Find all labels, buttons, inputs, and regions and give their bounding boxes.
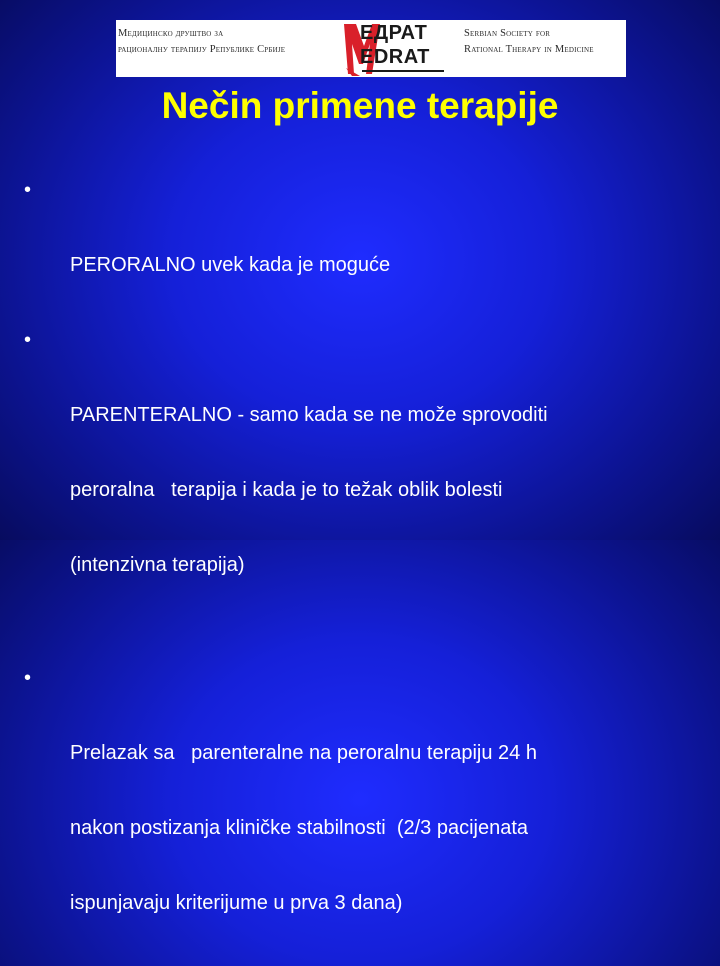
bullet-item-peroralno — [24, 178, 704, 328]
medrat-logo — [342, 20, 450, 77]
bullet-dot: • — [24, 179, 32, 201]
bullet-item-parenteralno — [24, 328, 704, 628]
slide-title: Nečin primene terapije — [161, 85, 559, 126]
society-banner — [116, 20, 626, 77]
bullet-dot: • — [24, 667, 32, 689]
banner-left-line1: Медицинско друштво за — [118, 28, 224, 39]
logo-line2: EDRAT — [360, 46, 430, 68]
bullet-list — [24, 178, 704, 966]
logo-line1: ЕДРАТ — [360, 22, 428, 44]
bullet-line: nakon postizanja kliničke stabilnosti (2/3 pacijenata — [70, 817, 529, 839]
bullet-line: Prelazak sa parenteralne na peroralnu terapiju 24 h — [70, 742, 537, 764]
bullet-dot: • — [24, 329, 32, 351]
banner-right-text — [464, 26, 624, 58]
banner-left-text — [118, 26, 354, 58]
bullet-line: peroralna terapija i kada je to težak oblik bolesti — [70, 479, 503, 501]
bullet-line: ispunjavaju kriterijume u prva 3 dana) — [70, 892, 403, 914]
bullet-line: (intenzivna terapija) — [70, 554, 245, 576]
banner-right-line1: Serbian Society for — [464, 28, 551, 39]
bullet-line: PERORALNO uvek kada je moguće — [70, 254, 391, 276]
banner-left-line2: рационалну терапију Републике Србије — [118, 44, 286, 55]
logo-underline — [362, 70, 444, 72]
bullet-line: PARENTERALNO - samo kada se ne može sprovoditi — [70, 404, 548, 426]
banner-right-line2: Rational Therapy in Medicine — [464, 44, 594, 55]
bullet-item-prelazak — [24, 666, 704, 966]
